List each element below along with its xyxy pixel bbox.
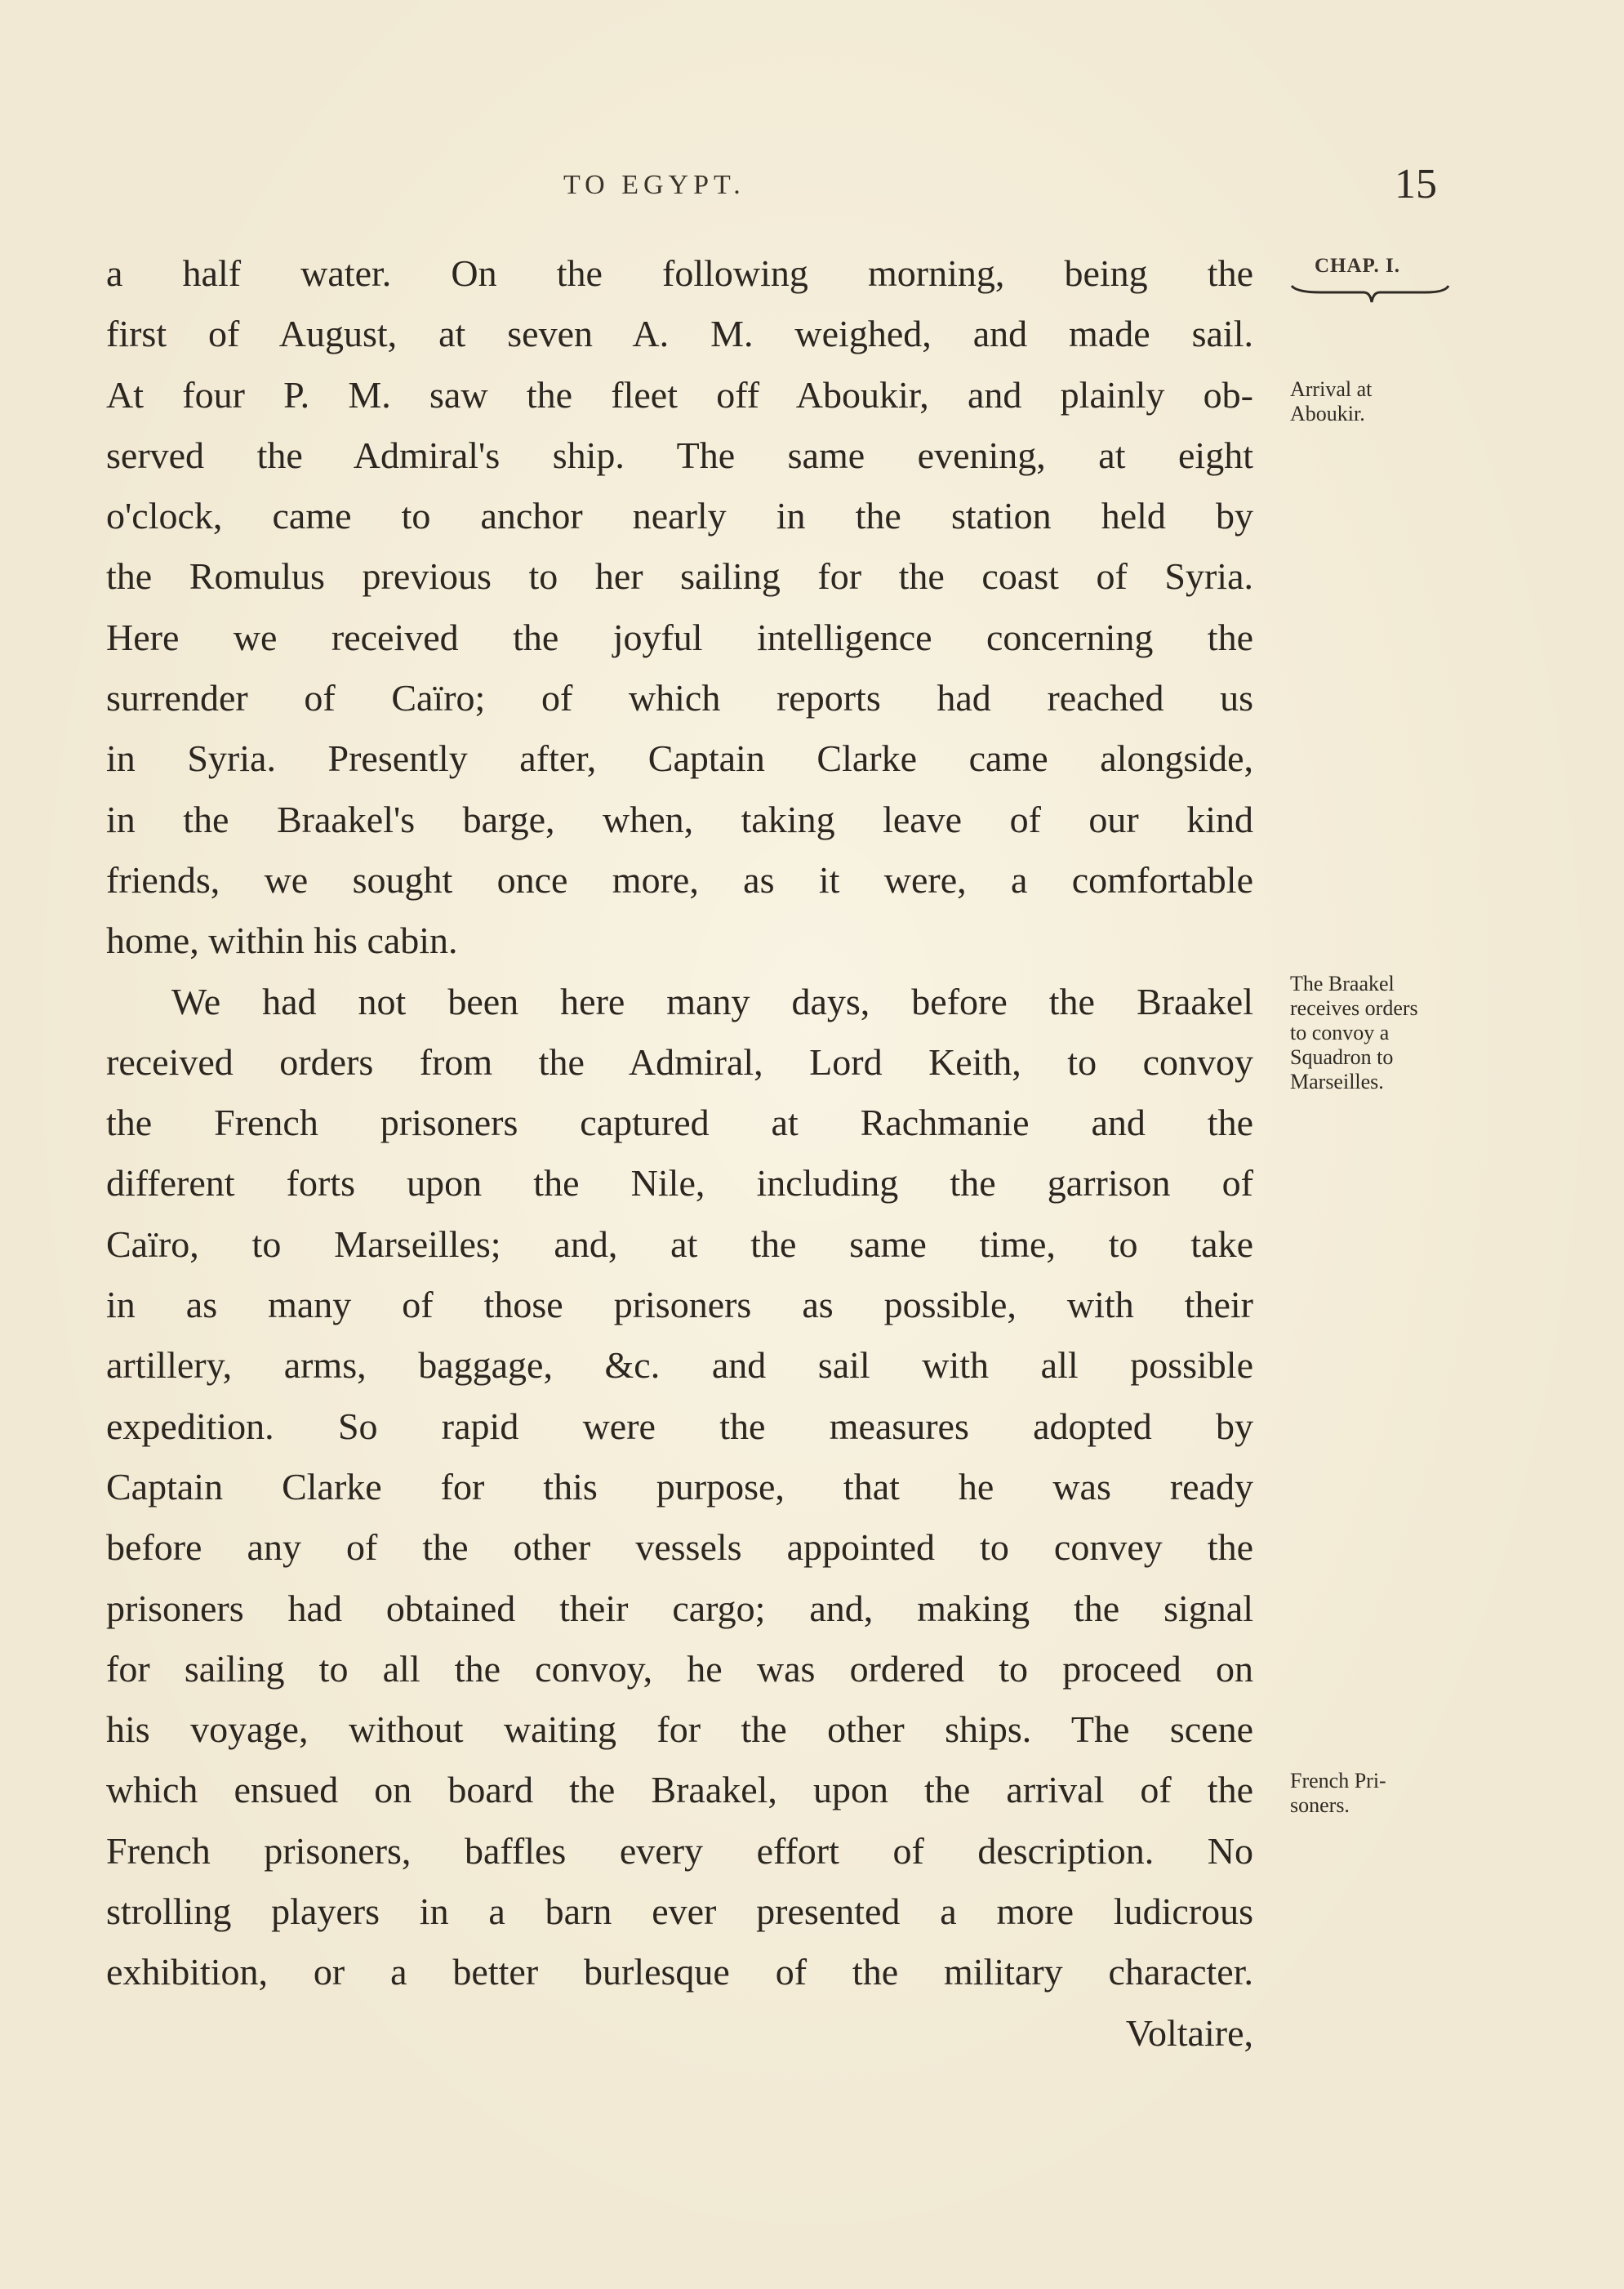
text-line: prisoners had obtained their cargo; and, making the signal xyxy=(106,1587,1253,1629)
text-line: the French prisoners captured at Rachmanie and the xyxy=(106,1102,1253,1144)
text-line: for sailing to all the convoy, he was ordered to proceed on xyxy=(106,1647,1253,1690)
sidenote-braakel-orders xyxy=(1290,972,1418,1094)
text-line: At four P. M. saw the fleet off Aboukir, and plainly ob- xyxy=(106,373,1253,416)
text-line: a half water. On the following morning, being the xyxy=(106,252,1253,294)
text-line: home, within his cabin. xyxy=(106,920,458,962)
sidenote-line: to convoy a xyxy=(1290,1021,1390,1044)
chapter-brace xyxy=(1288,283,1452,307)
sidenote-arrival xyxy=(1290,377,1372,426)
text-line: friends, we sought once more, as it were, a comfortable xyxy=(106,858,1253,901)
text-line: which ensued on board the Braakel, upon the arrival of the xyxy=(106,1769,1253,1811)
text-line: surrender of Caïro; of which reports had reached us xyxy=(106,677,1253,719)
page-number: 15 xyxy=(1395,161,1437,207)
text-line: o'clock, came to anchor nearly in the station held by xyxy=(106,495,1253,537)
sidenote-line: Marseilles. xyxy=(1290,1070,1384,1093)
sidenote-line: French Pri- xyxy=(1290,1769,1386,1792)
text-line: in Syria. Presently after, Captain Clarke came alongside, xyxy=(106,737,1253,780)
text-line: served the Admiral's ship. The same evening, at eight xyxy=(106,434,1253,476)
sidenote-line: soners. xyxy=(1290,1793,1350,1817)
text-line: strolling players in a barn ever presented a more ludicrous xyxy=(106,1890,1253,1933)
sidenote-french-prisoners xyxy=(1290,1769,1386,1818)
sidenote-line: Arrival at xyxy=(1290,377,1373,401)
text-line: We had not been here many days, before the Braakel xyxy=(171,980,1253,1022)
sidenote-line: Squadron to xyxy=(1290,1045,1394,1069)
text-line: artillery, arms, baggage, &c. and sail with all possible xyxy=(106,1344,1253,1387)
text-line: first of August, at seven A. M. weighed, and made sail. xyxy=(106,313,1253,355)
text-line: the Romulus previous to her sailing for the coast of Syria. xyxy=(106,555,1253,598)
sidenote-line: Aboukir. xyxy=(1290,402,1365,425)
text-line: Here we received the joyful intelligence concerning the xyxy=(106,616,1253,658)
text-line: French prisoners, baffles every effort of description. No xyxy=(106,1829,1253,1872)
text-line: exhibition, or a better burlesque of the military character. xyxy=(106,1951,1253,1993)
text-line: in the Braakel's barge, when, taking leave of our kind xyxy=(106,798,1253,840)
sidenote-line: The Braakel xyxy=(1290,972,1395,995)
chapter-marker: CHAP. I. xyxy=(1315,255,1401,277)
text-line: his voyage, without waiting for the other ships. The scene xyxy=(106,1708,1253,1751)
text-line: expedition. So rapid were the measures adopted by xyxy=(106,1405,1253,1447)
sidenote-line: receives orders xyxy=(1290,996,1418,1020)
running-title: TO EGYPT. xyxy=(563,170,745,200)
text-line: in as many of those prisoners as possible, with their xyxy=(106,1284,1253,1326)
text-line: before any of the other vessels appointed to convey the xyxy=(106,1526,1253,1569)
body-text xyxy=(106,243,1253,2064)
catchword: Voltaire, xyxy=(1125,2011,1253,2054)
text-line: Captain Clarke for this purpose, that he was ready xyxy=(106,1465,1253,1507)
text-line: Caïro, to Marseilles; and, at the same time, to take xyxy=(106,1222,1253,1265)
text-line: different forts upon the Nile, including the garrison of xyxy=(106,1162,1253,1205)
text-line: received orders from the Admiral, Lord Keith, to convoy xyxy=(106,1040,1253,1083)
